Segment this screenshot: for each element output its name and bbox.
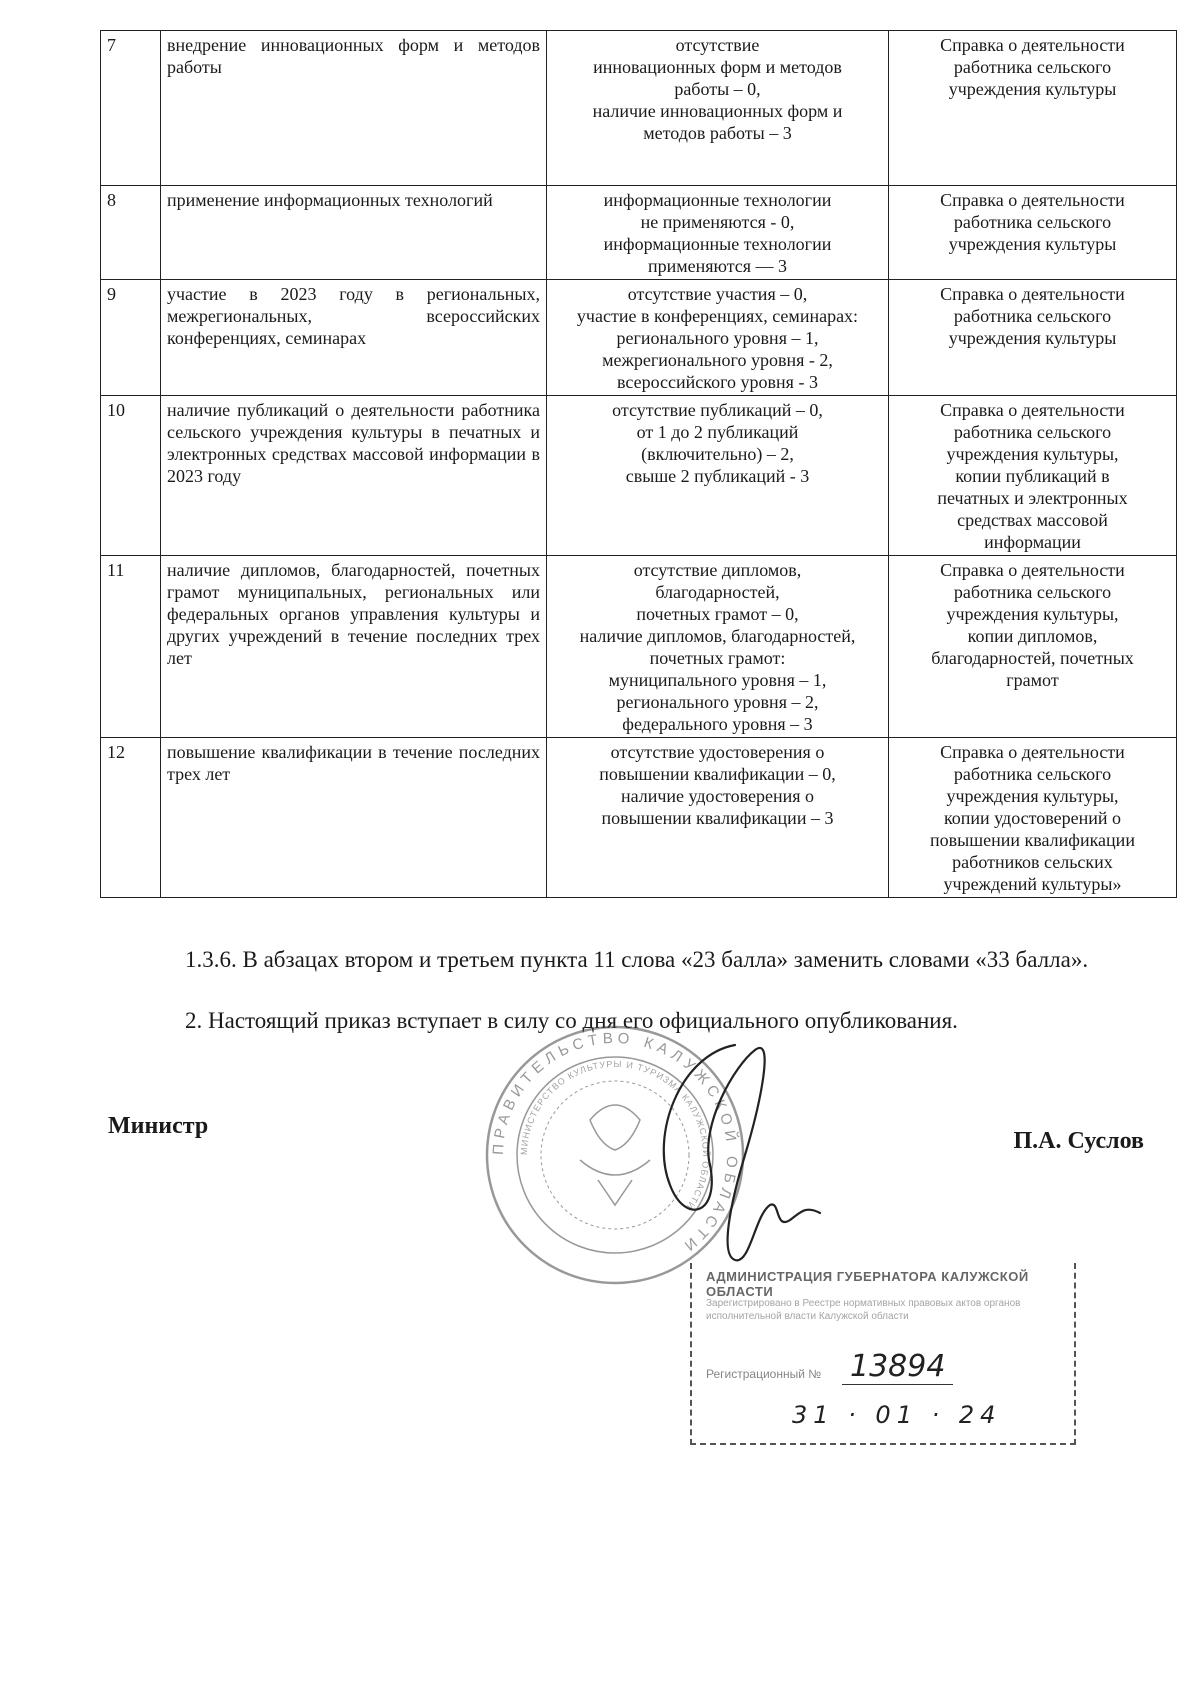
criterion-score	[547, 396, 889, 556]
handwritten-signature-icon	[640, 1015, 870, 1275]
criterion-name: наличие дипломов, благодарностей, почетных грамот муниципальных, региональных или федеральных органов управления культуры и других учреждений в течение последних трех лет	[161, 556, 547, 738]
score-line: благодарностей,	[655, 582, 780, 602]
row-number: 7	[101, 31, 161, 186]
criterion-document	[889, 396, 1177, 556]
table-row	[101, 738, 1177, 898]
score-line: почетных грамот:	[649, 648, 786, 668]
document-line: учреждений культуры»	[943, 874, 1122, 894]
document-line: учреждения культуры,	[946, 604, 1119, 624]
row-number: 8	[101, 186, 161, 280]
row-number: 9	[101, 280, 161, 396]
criterion-score	[547, 280, 889, 396]
document-line: копии дипломов,	[967, 626, 1098, 646]
score-line: наличие инновационных форм и	[592, 101, 843, 121]
criterion-name: внедрение инновационных форм и методов работы	[161, 31, 547, 186]
document-line: работника сельского	[953, 764, 1112, 784]
criteria-table	[100, 30, 1177, 898]
row-number: 12	[101, 738, 161, 898]
criterion-score	[547, 186, 889, 280]
document-line: благодарностей, почетных	[931, 648, 1134, 668]
registration-stamp	[690, 1263, 1076, 1445]
signatory-name: П.А. Суслов	[1013, 1128, 1144, 1154]
criterion-name: применение информационных технологий	[161, 186, 547, 280]
score-line: федерального уровня – 3	[622, 714, 813, 734]
registration-stamp-note: Зарегистрировано в Реестре нормативных правовых актов органов исполнительной власти Калужской области	[706, 1298, 1021, 1322]
criterion-score	[547, 738, 889, 898]
document-line: учреждения культуры	[948, 79, 1117, 99]
document-line: повышении квалификации	[930, 830, 1135, 850]
document-line: работников сельских	[952, 852, 1113, 872]
criterion-document	[889, 738, 1177, 898]
document-line: учреждения культуры,	[946, 786, 1119, 806]
document-line: работника сельского	[953, 582, 1112, 602]
document-line: печатных и электронных	[937, 488, 1128, 508]
table-row	[101, 31, 1177, 186]
criteria-table-body	[101, 31, 1177, 898]
document-line: средствах массовой	[957, 510, 1108, 530]
signatory-title: Министр	[108, 1113, 209, 1139]
score-line: отсутствие удостоверения о	[610, 742, 825, 762]
score-line: (включительно) – 2,	[641, 444, 794, 464]
registration-number: 13894	[842, 1349, 953, 1385]
score-line: от 1 до 2 публикаций	[636, 422, 799, 442]
score-line: наличие дипломов, благодарностей,	[579, 626, 856, 646]
document-line: копии публикаций в	[955, 466, 1110, 486]
table-row	[101, 556, 1177, 738]
score-line: отсутствие дипломов,	[633, 560, 802, 580]
criterion-document	[889, 186, 1177, 280]
document-line: учреждения культуры,	[946, 444, 1119, 464]
criterion-score	[547, 31, 889, 186]
score-line: регионального уровня – 2,	[616, 692, 819, 712]
criterion-document	[889, 31, 1177, 186]
paragraph-2: 2. Настоящий приказ вступает в силу со дня его официального опубликования.	[185, 1008, 958, 1033]
document-line: работника сельского	[953, 306, 1112, 326]
score-line: работы – 0,	[674, 79, 761, 99]
score-line: всероссийского уровня - 3	[617, 372, 818, 392]
document-line: Справка о деятельности	[940, 400, 1125, 420]
table-row	[101, 186, 1177, 280]
criterion-name: участие в 2023 году в региональных, межрегиональных, всероссийских конференциях, семинарах	[161, 280, 547, 396]
seal-inner-text: МИНИСТЕРСТВО КУЛЬТУРЫ И ТУРИЗМА КАЛУЖСКОЙ ОБЛАСТИ	[518, 1058, 712, 1212]
table-row	[101, 280, 1177, 396]
score-line: отсутствие	[675, 35, 760, 55]
registration-stamp-title: АДМИНИСТРАЦИЯ ГУБЕРНАТОРА КАЛУЖСКОЙ ОБЛАСТИ	[706, 1269, 1029, 1299]
document-line: информации	[984, 532, 1081, 552]
score-line: свыше 2 публикаций - 3	[625, 466, 810, 486]
score-line: не применяются - 0,	[640, 212, 795, 232]
score-line: почетных грамот – 0,	[636, 604, 799, 624]
score-line: наличие удостоверения о	[620, 786, 815, 806]
score-line: регионального уровня – 1,	[616, 328, 819, 348]
score-line: отсутствие участия – 0,	[627, 284, 808, 304]
document-line: работника сельского	[953, 57, 1112, 77]
registration-date: 31 · 01 · 24	[792, 1401, 1002, 1429]
criterion-name: наличие публикаций о деятельности работника сельского учреждения культуры в печатных и электронных средствах массовой информации в 2023 году	[161, 396, 547, 556]
document-line: работника сельского	[953, 212, 1112, 232]
score-line: информационные технологии	[603, 234, 832, 254]
row-number: 11	[101, 556, 161, 738]
document-line: копии удостоверений о	[943, 808, 1122, 828]
document-line: Справка о деятельности	[940, 284, 1125, 304]
score-line: инновационных форм и методов	[593, 57, 842, 77]
criterion-score	[547, 556, 889, 738]
document-line: учреждения культуры	[948, 234, 1117, 254]
paragraph-1-3-6: 1.3.6. В абзацах втором и третьем пункта 11 слова «23 балла» заменить словами «33 балла».	[185, 947, 1089, 972]
document-line: Справка о деятельности	[940, 190, 1125, 210]
document-line: учреждения культуры	[948, 328, 1117, 348]
document-line: Справка о деятельности	[940, 742, 1125, 762]
document-line: Справка о деятельности	[940, 35, 1125, 55]
score-line: муниципального уровня – 1,	[608, 670, 827, 690]
criterion-name: повышение квалификации в течение последних трех лет	[161, 738, 547, 898]
document-line: работника сельского	[953, 422, 1112, 442]
criterion-document	[889, 556, 1177, 738]
score-line: участие в конференциях, семинарах:	[576, 306, 859, 326]
score-line: повышении квалификации – 3	[601, 808, 834, 828]
row-number: 10	[101, 396, 161, 556]
seal-outer-text: ПРАВИТЕЛЬСТВО КАЛУЖСКОЙ ОБЛАСТИ	[489, 1029, 741, 1257]
registration-number-label: Регистрационный №	[706, 1367, 822, 1381]
document-line: Справка о деятельности	[940, 560, 1125, 580]
score-line: информационные технологии	[603, 190, 832, 210]
score-line: методов работы – 3	[643, 123, 792, 143]
table-row	[101, 396, 1177, 556]
score-line: повышении квалификации – 0,	[599, 764, 836, 784]
score-line: применяются — 3	[647, 256, 788, 276]
criterion-document	[889, 280, 1177, 396]
document-line: грамот	[1006, 670, 1059, 690]
score-line: межрегионального уровня - 2,	[602, 350, 833, 370]
score-line: отсутствие публикаций – 0,	[612, 400, 823, 420]
